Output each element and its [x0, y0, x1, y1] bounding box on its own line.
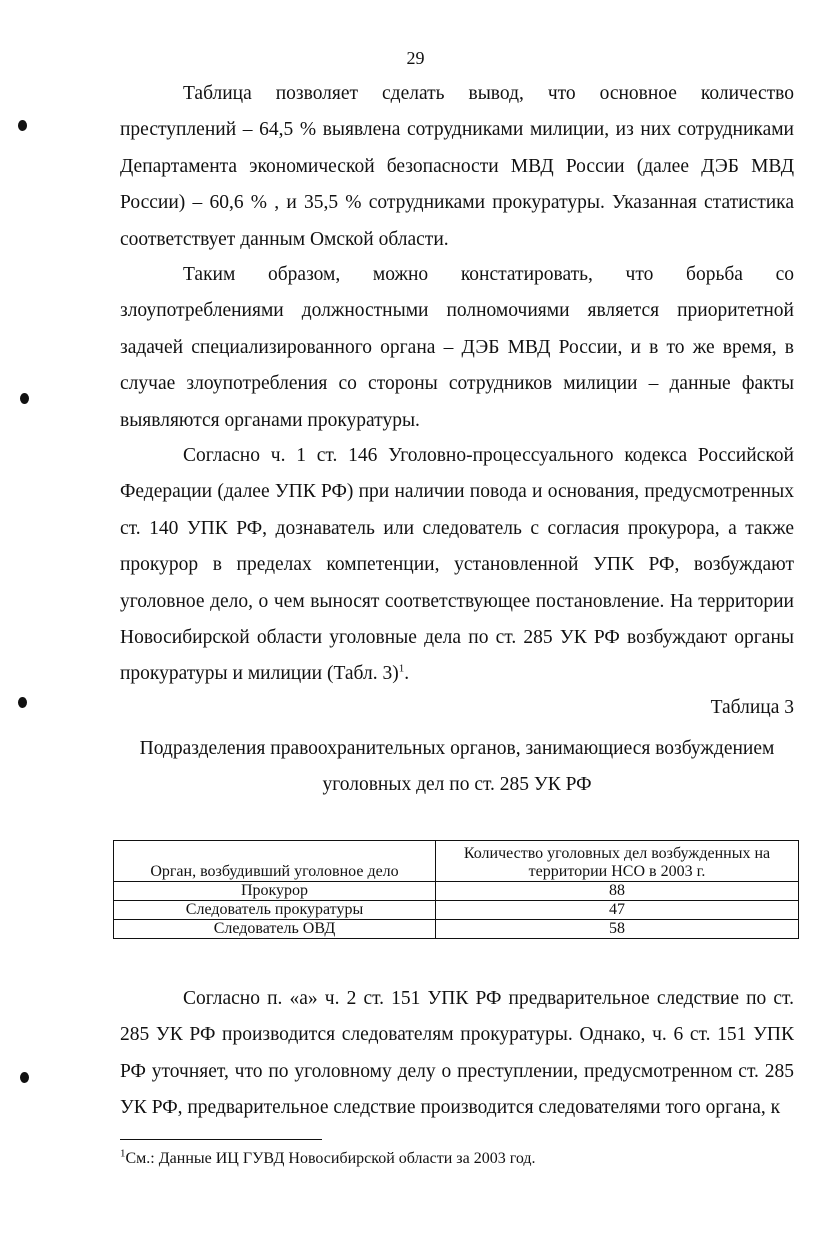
table-row: [114, 920, 799, 939]
punch-hole-mark: [18, 697, 27, 708]
data-table: [113, 840, 799, 939]
paragraph-3-end: .: [404, 663, 410, 685]
table-row: [114, 901, 799, 920]
table-cell-organ: Прокурор: [114, 882, 436, 901]
table-cell-count: 88: [436, 882, 799, 901]
table-cell-organ: Следователь ОВД: [114, 920, 436, 939]
column-header-organ: Орган, возбудивший уголовное дело: [114, 841, 436, 882]
paragraph-4: Согласно п. «а» ч. 2 ст. 151 УПК РФ предварительное следствие по ст. 285 УК РФ производится следователям прокуратуры. Однако, ч. 6 ст. 151 УПК РФ уточняет, что по уголовному делу о преступлении, предусмотренном ст. 285 УК РФ, предварительное следствие производится следователями того органа, к: [120, 988, 794, 1119]
punch-hole-mark: [18, 120, 27, 131]
footnote-reference: 1: [398, 662, 405, 675]
table-cell-organ: Следователь прокуратуры: [114, 901, 436, 920]
column-header-count: Количество уголовных дел возбужденных на территории НСО в 2003 г.: [436, 841, 799, 882]
table-cell-count: 47: [436, 901, 799, 920]
footnote-text: См.: Данные ИЦ ГУВД Новосибирской области за 2003 год.: [125, 1150, 536, 1167]
table-header-row: [114, 841, 799, 882]
paragraph-3-text: Согласно ч. 1 ст. 146 Уголовно-процессуального кодекса Российской Федерации (далее УПК РФ) при наличии повода и основания, предусмотренных ст. 140 УПК РФ, дознаватель или следователь с согласия прокурора, а также прокурор в пределах компетенции, установленной УПК РФ, возбуждают уголовное дело, о чем выносят соответствующее постановление. На территории Новосибирской области уголовные дела по ст. 285 УК РФ возбуждают органы прокуратуры и милиции (Табл. 3): [120, 445, 794, 685]
table-label: Таблица 3: [710, 697, 794, 718]
paragraph-1: Таблица позволяет сделать вывод, что основное количество преступлений – 64,5 % выявлена сотрудниками милиции, из них сотрудниками Департамента экономической безопасности МВД России (далее ДЭБ МВД России) – 60,6 % , и 35,5 % сотрудниками прокуратуры. Указанная статистика соответствует данным Омской области.: [120, 83, 794, 250]
table-row: [114, 882, 799, 901]
page-number: 29: [406, 48, 425, 68]
punch-hole-mark: [20, 1072, 29, 1083]
footnote: [120, 1147, 536, 1168]
table-cell-count: 58: [436, 920, 799, 939]
footnote-divider: [120, 1139, 322, 1140]
footnote-marker: 1: [120, 1147, 126, 1160]
table-title: Подразделения правоохранительных органов, занимающиеся возбуждением уголовных дел по ст. 285 УК РФ: [139, 738, 775, 795]
paragraph-3: [120, 438, 794, 693]
paragraph-2: Таким образом, можно констатировать, что борьба со злоупотреблениями должностными полномочиями является приоритетной задачей специализированного органа – ДЭБ МВД России, и в то же время, в случае злоупотребления со стороны сотрудников милиции – данные факты выявляются органами прокуратуры.: [120, 264, 794, 431]
punch-hole-mark: [20, 393, 29, 404]
